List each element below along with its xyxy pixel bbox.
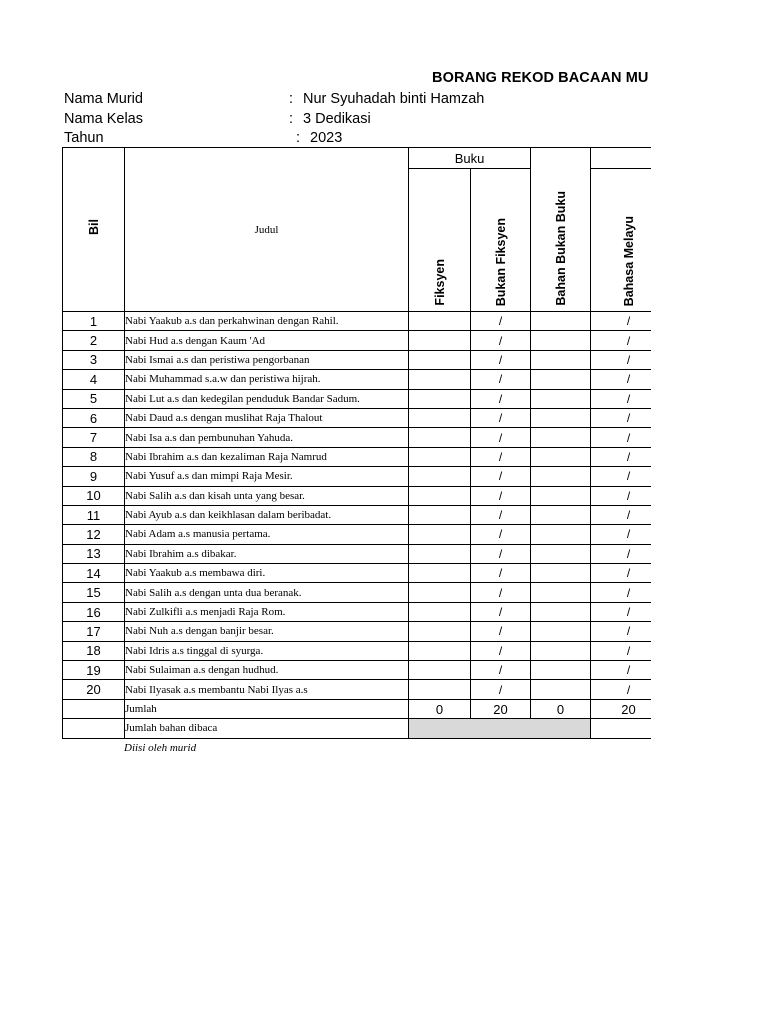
judul-header: Judul	[125, 148, 409, 312]
bil-cell: 12	[63, 525, 125, 544]
bahan-bukan-buku-cell	[531, 583, 591, 602]
bahan-bukan-buku-cell	[531, 312, 591, 331]
fiksyen-cell	[409, 408, 471, 427]
fiksyen-cell	[409, 602, 471, 621]
nama-kelas-colon: :	[289, 111, 294, 127]
bil-cell: 14	[63, 564, 125, 583]
bahasa-melayu-cell: /	[591, 350, 651, 369]
bahan-bukan-buku-cell	[531, 389, 591, 408]
page-title: BORANG REKOD BACAAN MU	[432, 70, 649, 86]
table-row	[63, 505, 652, 524]
bukan-fiksyen-cell: /	[471, 428, 531, 447]
fiksyen-cell	[409, 544, 471, 563]
bahan-bukan-buku-cell	[531, 467, 591, 486]
judul-cell: Nabi Adam a.s manusia pertama.	[125, 525, 409, 544]
bukan-fiksyen-cell: /	[471, 331, 531, 350]
fiksyen-cell	[409, 525, 471, 544]
bil-cell: 11	[63, 505, 125, 524]
jumlah-label: Jumlah	[125, 699, 409, 718]
bahasa-melayu-cell: /	[591, 680, 651, 699]
bil-cell: 3	[63, 350, 125, 369]
bahan-bukan-buku-cell	[531, 680, 591, 699]
bahan-bukan-buku-cell	[531, 661, 591, 680]
bukan-fiksyen-cell: /	[471, 467, 531, 486]
table-row	[63, 602, 652, 621]
bahan-bukan-buku-cell	[531, 641, 591, 660]
bahan-bukan-buku-cell	[531, 564, 591, 583]
bahasa-melayu-cell: /	[591, 505, 651, 524]
judul-cell: Nabi Daud a.s dengan muslihat Raja Thalout	[125, 408, 409, 427]
bahan-bukan-buku-cell	[531, 544, 591, 563]
bil-cell: 5	[63, 389, 125, 408]
bukan-fiksyen-cell: /	[471, 312, 531, 331]
bukan-fiksyen-cell: /	[471, 505, 531, 524]
bahasa-melayu-cell: /	[591, 408, 651, 427]
bahasa-melayu-cell: /	[591, 622, 651, 641]
judul-cell: Nabi Ibrahim a.s dan kezaliman Raja Namrud	[125, 447, 409, 466]
fiksyen-cell	[409, 505, 471, 524]
bahasa-melayu-cell: /	[591, 428, 651, 447]
judul-cell: Nabi Isa a.s dan pembunuhan Yahuda.	[125, 428, 409, 447]
note-diisi-oleh-murid: Diisi oleh murid	[124, 742, 197, 754]
fiksyen-cell	[409, 467, 471, 486]
bahasa-melayu-cell: /	[591, 312, 651, 331]
fiksyen-cell	[409, 680, 471, 699]
bil-cell: 10	[63, 486, 125, 505]
jumlah-bahan-bukan-buku: 0	[531, 699, 591, 718]
judul-cell: Nabi Salih a.s dengan unta dua beranak.	[125, 583, 409, 602]
bahasa-melayu-cell: /	[591, 525, 651, 544]
fiksyen-cell	[409, 622, 471, 641]
judul-cell: Nabi Lut a.s dan kedegilan penduduk Bandar Sadum.	[125, 389, 409, 408]
bahan-bukan-buku-cell	[531, 602, 591, 621]
bil-cell: 17	[63, 622, 125, 641]
table-row	[63, 447, 652, 466]
fiksyen-cell	[409, 641, 471, 660]
reading-record-table	[62, 147, 651, 739]
bahan-bukan-buku-cell	[531, 525, 591, 544]
table-row	[63, 370, 652, 389]
bukan-fiksyen-cell: /	[471, 583, 531, 602]
bil-header: Bil	[63, 148, 125, 312]
bahan-bukan-buku-cell	[531, 408, 591, 427]
bahan-bukan-buku-cell	[531, 505, 591, 524]
table-row	[63, 428, 652, 447]
bahasa-group-header	[591, 148, 651, 169]
judul-cell: Nabi Hud a.s dengan Kaum 'Ad	[125, 331, 409, 350]
nama-murid-value: Nur Syuhadah binti Hamzah	[303, 91, 485, 107]
bahasa-melayu-cell: /	[591, 389, 651, 408]
fiksyen-cell	[409, 583, 471, 602]
jumlah-bahan-dibaca-label: Jumlah bahan dibaca	[125, 719, 409, 738]
fiksyen-cell	[409, 331, 471, 350]
bahasa-melayu-header: Bahasa Melayu	[591, 169, 651, 312]
bukan-fiksyen-cell: /	[471, 680, 531, 699]
bil-cell: 8	[63, 447, 125, 466]
bil-cell: 15	[63, 583, 125, 602]
judul-cell: Nabi Sulaiman a.s dengan hudhud.	[125, 661, 409, 680]
bukan-fiksyen-cell: /	[471, 525, 531, 544]
fiksyen-cell	[409, 564, 471, 583]
bukan-fiksyen-header: Bukan Fiksyen	[471, 169, 531, 312]
table-row	[63, 486, 652, 505]
bil-cell: 6	[63, 408, 125, 427]
bil-cell: 1	[63, 312, 125, 331]
jumlah-bukan-fiksyen: 20	[471, 699, 531, 718]
bahasa-melayu-cell: /	[591, 370, 651, 389]
table-row	[63, 680, 652, 699]
bahan-bukan-buku-cell	[531, 486, 591, 505]
bahasa-melayu-cell: /	[591, 661, 651, 680]
fiksyen-cell	[409, 661, 471, 680]
bahan-bukan-buku-cell	[531, 331, 591, 350]
bil-cell: 20	[63, 680, 125, 699]
bukan-fiksyen-cell: /	[471, 370, 531, 389]
tahun-value: 2023	[310, 130, 343, 146]
bukan-fiksyen-cell: /	[471, 544, 531, 563]
bahasa-melayu-cell: /	[591, 564, 651, 583]
bahan-bukan-buku-header: Bahan Bukan Buku	[531, 148, 591, 312]
judul-cell: Nabi Ayub a.s dan keikhlasan dalam beribadat.	[125, 505, 409, 524]
judul-cell: Nabi Ibrahim a.s dibakar.	[125, 544, 409, 563]
bukan-fiksyen-cell: /	[471, 447, 531, 466]
fiksyen-cell	[409, 389, 471, 408]
bahan-bukan-buku-cell	[531, 370, 591, 389]
bukan-fiksyen-cell: /	[471, 661, 531, 680]
bil-cell: 16	[63, 602, 125, 621]
bahan-bukan-buku-cell	[531, 447, 591, 466]
bukan-fiksyen-cell: /	[471, 486, 531, 505]
bukan-fiksyen-cell: /	[471, 564, 531, 583]
fiksyen-cell	[409, 447, 471, 466]
nama-kelas-label: Nama Kelas	[64, 111, 143, 127]
judul-cell: Nabi Salih a.s dan kisah unta yang besar.	[125, 486, 409, 505]
bahan-bukan-buku-cell	[531, 350, 591, 369]
bukan-fiksyen-cell: /	[471, 622, 531, 641]
fiksyen-cell	[409, 428, 471, 447]
judul-cell: Nabi Yaakub a.s dan perkahwinan dengan Rahil.	[125, 312, 409, 331]
jumlah-bahan-extra-cell	[591, 719, 651, 738]
judul-cell: Nabi Zulkifli a.s menjadi Raja Rom.	[125, 602, 409, 621]
bil-cell: 13	[63, 544, 125, 563]
buku-group-header: Buku	[409, 148, 531, 169]
fiksyen-cell	[409, 350, 471, 369]
bahasa-melayu-cell: /	[591, 467, 651, 486]
bukan-fiksyen-cell: /	[471, 408, 531, 427]
table-row	[63, 331, 652, 350]
judul-cell: Nabi Yaakub a.s membawa diri.	[125, 564, 409, 583]
fiksyen-header: Fiksyen	[409, 169, 471, 312]
nama-murid-label: Nama Murid	[64, 91, 143, 107]
bil-cell: 9	[63, 467, 125, 486]
tahun-label: Tahun	[64, 130, 104, 146]
judul-cell: Nabi Muhammad s.a.w dan peristiwa hijrah.	[125, 370, 409, 389]
jumlah-fiksyen: 0	[409, 699, 471, 718]
bil-cell: 18	[63, 641, 125, 660]
bahasa-melayu-cell: /	[591, 602, 651, 621]
jumlah-bahan-bil-cell	[63, 719, 125, 738]
table-row	[63, 583, 652, 602]
table-row	[63, 564, 652, 583]
bahasa-melayu-cell: /	[591, 486, 651, 505]
table-row	[63, 467, 652, 486]
fiksyen-cell	[409, 370, 471, 389]
tahun-colon: :	[296, 130, 301, 146]
table-body	[63, 312, 652, 700]
bahasa-melayu-cell: /	[591, 641, 651, 660]
bahasa-melayu-cell: /	[591, 544, 651, 563]
judul-cell: Nabi Idris a.s tinggal di syurga.	[125, 641, 409, 660]
bahasa-melayu-cell: /	[591, 583, 651, 602]
bahasa-melayu-cell: /	[591, 447, 651, 466]
jumlah-row	[63, 699, 652, 718]
bil-cell: 4	[63, 370, 125, 389]
bukan-fiksyen-cell: /	[471, 350, 531, 369]
judul-cell: Nabi Ismai a.s dan peristiwa pengorbanan	[125, 350, 409, 369]
jumlah-bahan-dibaca-value[interactable]	[409, 719, 591, 738]
nama-kelas-value: 3 Dedikasi	[303, 111, 371, 127]
fiksyen-cell	[409, 312, 471, 331]
nama-murid-colon: :	[289, 91, 294, 107]
table-row	[63, 312, 652, 331]
bil-cell: 7	[63, 428, 125, 447]
jumlah-bil-cell	[63, 699, 125, 718]
judul-cell: Nabi Nuh a.s dengan banjir besar.	[125, 622, 409, 641]
table-row	[63, 622, 652, 641]
table-row	[63, 661, 652, 680]
bukan-fiksyen-cell: /	[471, 641, 531, 660]
bahan-bukan-buku-cell	[531, 428, 591, 447]
table-row	[63, 641, 652, 660]
judul-cell: Nabi Yusuf a.s dan mimpi Raja Mesir.	[125, 467, 409, 486]
bahan-bukan-buku-cell	[531, 622, 591, 641]
bahasa-melayu-cell: /	[591, 331, 651, 350]
jumlah-bahasa-melayu: 20	[591, 699, 651, 718]
bukan-fiksyen-cell: /	[471, 389, 531, 408]
table-row	[63, 525, 652, 544]
judul-cell: Nabi Ilyasak a.s membantu Nabi Ilyas a.s	[125, 680, 409, 699]
fiksyen-cell	[409, 486, 471, 505]
bil-cell: 19	[63, 661, 125, 680]
table-row	[63, 350, 652, 369]
table-row	[63, 408, 652, 427]
table-row	[63, 544, 652, 563]
table-row	[63, 389, 652, 408]
jumlah-bahan-dibaca-row	[63, 719, 652, 738]
bil-cell: 2	[63, 331, 125, 350]
bukan-fiksyen-cell: /	[471, 602, 531, 621]
